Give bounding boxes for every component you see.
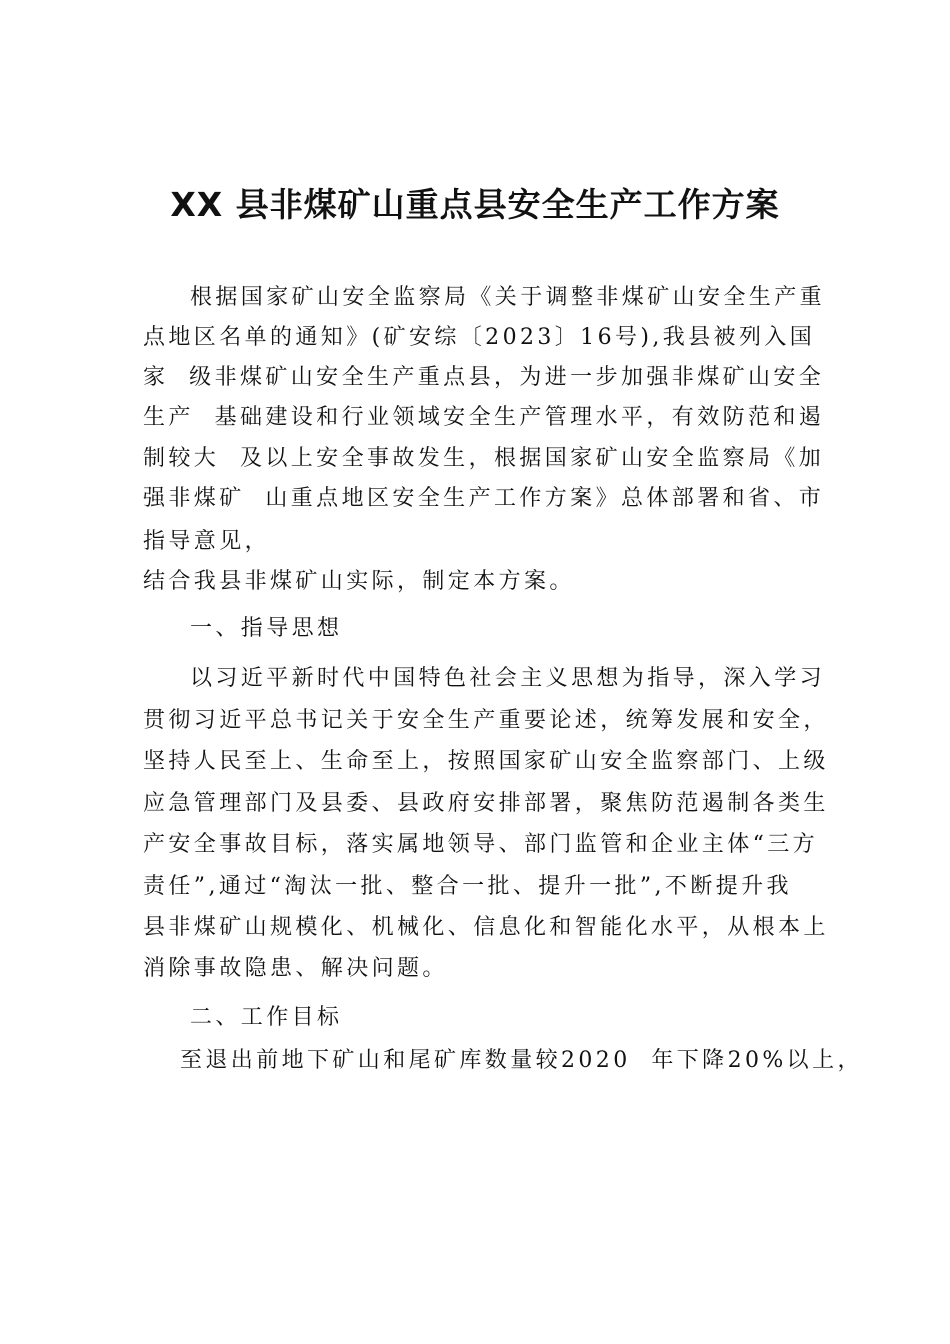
intro-line-4: 生产 基础建设和行业领域安全生产管理水平，有效防范和遏 — [143, 405, 825, 430]
intro-line-5: 制较大 及以上安全事故发生，根据国家矿山安全监察局《加 — [143, 446, 825, 471]
intro-line-3: 家 级非煤矿山安全生产重点县，为进一步加强非煤矿山安全 — [143, 365, 825, 390]
section1-line-8: 消除事故隐患、解决问题。 — [143, 956, 448, 981]
section1-line-1: 以习近平新时代中国特色社会主义思想为指导，深入学习 — [190, 666, 826, 691]
section1-line-3: 坚持人民至上、生命至上，按照国家矿山安全监察部门、上级 — [143, 749, 829, 774]
document-title: XX 县非煤矿山重点县安全生产工作方案 — [170, 185, 780, 224]
intro-line-6: 强非煤矿 山重点地区安全生产工作方案》总体部署和省、市 — [143, 486, 825, 511]
intro-line-8: 结合我县非煤矿山实际，制定本方案。 — [143, 569, 575, 594]
section1-line-5: 产安全事故目标，落实属地领导、部门监管和企业主体“三方 — [143, 832, 819, 857]
section1-line-7: 县非煤矿山规模化、机械化、信息化和智能化水平，从根本上 — [143, 915, 829, 940]
section-heading-guiding-ideology: 一、指导思想 — [190, 616, 343, 641]
intro-line-2: 点地区名单的通知》(矿安综〔2023〕16号),我县被列入国 — [143, 325, 816, 350]
intro-line-1: 根据国家矿山安全监察局《关于调整非煤矿山安全生产重 — [190, 285, 826, 310]
section1-line-6: 责任”,通过“淘汰一批、整合一批、提升一批”,不断提升我 — [143, 874, 792, 899]
intro-line-7: 指导意见， — [143, 529, 271, 554]
section1-line-2: 贯彻习近平总书记关于安全生产重要论述，统筹发展和安全， — [143, 708, 829, 733]
section2-line-1: 至退出前地下矿山和尾矿库数量较2020 年下降20%以上， — [180, 1048, 863, 1073]
section1-line-4: 应急管理部门及县委、县政府安排部署，聚焦防范遏制各类生 — [143, 791, 829, 816]
section-heading-work-goals: 二、工作目标 — [190, 1005, 343, 1030]
